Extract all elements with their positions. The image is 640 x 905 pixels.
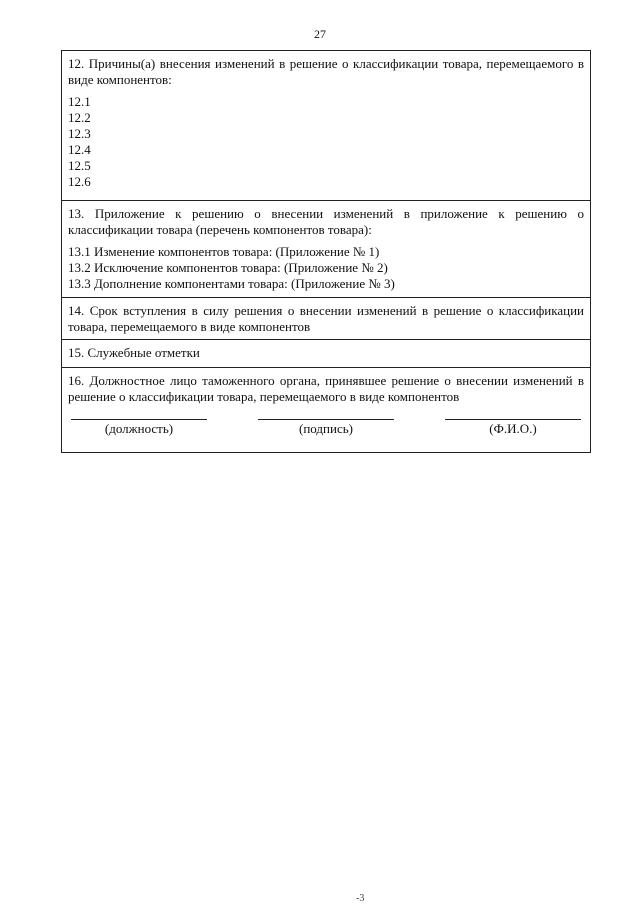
list-item: 13.1 Изменение компонентов товара: (Приложение № 1) (68, 244, 380, 259)
list-item: 12.6 (68, 174, 91, 189)
section-16-heading: 16. Должностное лицо таможенного органа, принявшее решение о внесении изменений в решение о классификации товара, перемещаемого в виде компонентов (68, 373, 584, 404)
page-number: 27 (314, 27, 326, 41)
section-12 (62, 51, 590, 201)
list-item: 12.5 (68, 158, 91, 173)
signature-line (258, 419, 394, 420)
section-13 (62, 201, 590, 298)
position-label: (должность) (104, 421, 174, 436)
section-14-heading: 14. Срок вступления в силу решения о внесении изменений в решение о классификации товара, перемещаемого в виде компонентов (68, 303, 584, 334)
signature-row (68, 419, 584, 439)
list-item: 12.3 (68, 126, 91, 141)
position-field[interactable] (71, 419, 207, 437)
list-item: 13.3 Дополнение компонентами товара: (Приложение № 3) (68, 276, 395, 291)
section-12-items (68, 94, 584, 190)
signature-field[interactable] (258, 419, 394, 437)
list-item: 12.2 (68, 110, 91, 125)
list-item: 12.1 (68, 94, 91, 109)
position-line (71, 419, 207, 420)
signature-label: (подпись) (299, 421, 353, 436)
section-14 (62, 298, 590, 340)
section-12-heading: 12. Причины(а) внесения изменений в решение о классификации товара, перемещаемого в виде компонентов: (68, 56, 584, 87)
name-field[interactable] (445, 419, 581, 437)
name-line (445, 419, 581, 420)
list-item: 13.2 Исключение компонентов товара: (Приложение № 2) (68, 260, 388, 275)
section-15-heading: 15. Служебные отметки (68, 345, 200, 360)
section-13-items (68, 244, 584, 292)
form-table (61, 50, 591, 453)
list-item: 12.4 (68, 142, 91, 157)
section-16 (62, 368, 590, 452)
name-label: (Ф.И.О.) (489, 421, 537, 436)
section-13-heading: 13. Приложение к решению о внесении изменений в приложение к решению о классификации товара (перечень компонентов товара): (68, 206, 584, 237)
section-15 (62, 340, 590, 368)
footer-mark: -3 (356, 893, 365, 904)
